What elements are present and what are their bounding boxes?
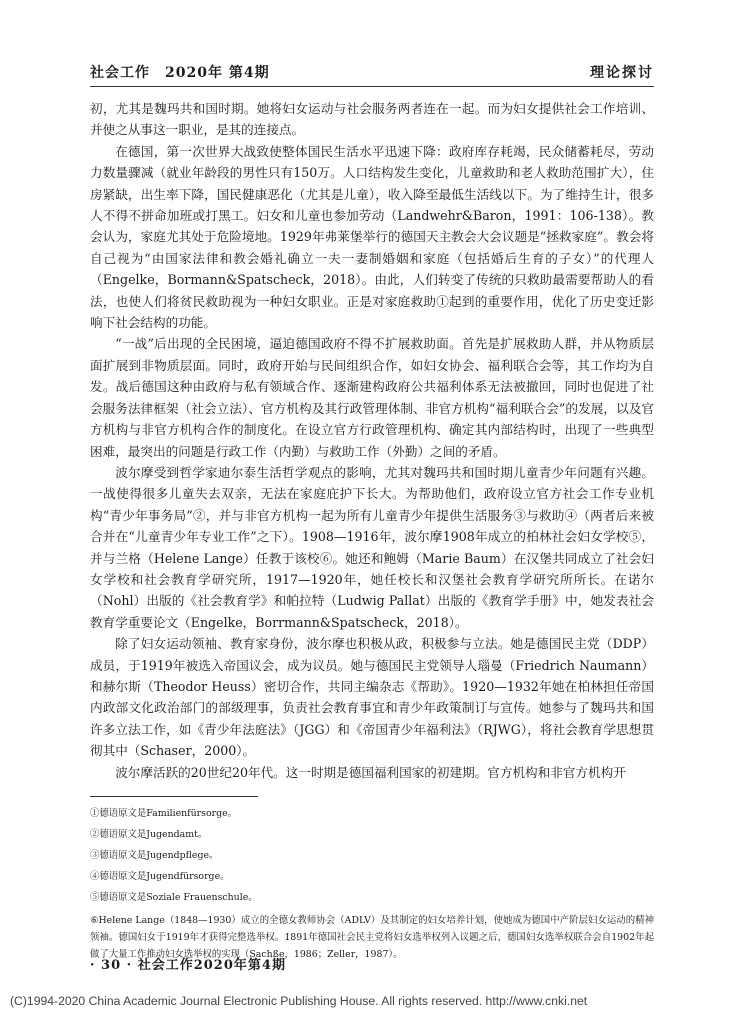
paragraph: 除了妇女运动领袖、教育家身份，波尔摩也积极从政，积极参与立法。她是德国民主党（DDP）成员，于1919年被选入帝国议会，成为议员。她与德国民主党领导人瑙曼（Friedrich Naumann）和赫尔斯（Theodor Heuss）密切合作，共同主编杂志《帮助》。1920—1932年她在柏林担任帝国内政部文化政治部门的部级理事，负责社会教育事宜和青少年政策制订与宣传。她参与了魏玛共和国许多立法工作，如《青少年法庭法》（JGG）和《帝国青少年福利法》（RJWG），将社会教育学思想贯彻其中（Schaser，2000）。 xyxy=(90,636,654,759)
footnote: ③德语原文是Jugendpflege。 xyxy=(90,850,219,861)
header-divider xyxy=(90,86,654,87)
paragraph: 波尔摩受到哲学家迪尔泰生活哲学观点的影响，尤其对魏玛共和国时期儿童青少年问题有兴趣。一战使得很多儿童失去双亲，无法在家庭庇护下长大。为帮助他们，政府设立官方社会工作专业机构“青少年事务局”②，并与非官方机构一起为所有儿童青少年提供生活服务③与救助④（两者后来被合并在“儿童青少年专业工作”之下）。1908—1916年，波尔摩1908年成立的柏林社会妇女学校⑤，并与兰格（Helene Lange）任教于该校⑥。她还和鲍姆（Marie Baum）在汉堡共同成立了社会妇女学校和社会教育学研究所，1917—1920年，她任校长和汉堡社会教育学研究所所长。在诺尔（Nohl）出版的《社会教育学》和帕拉特（Ludwig Pallat）出版的《教育学手册》中，她发表社会教育学重要论文（Engelke，Borrmann&Spatscheck，2018）。 xyxy=(90,464,654,630)
paragraph: “一战”后出现的全民困境，逼迫德国政府不得不扩展救助面。首先是扩展救助人群，并从物质层面扩展到非物质层面。同时，政府开始与民间组织合作，如妇女协会、福利联合会等，其工作均为自发。战后德国这种由政府与私有领域合作、逐渐建构政府公共福利体系无法被撤回，同时也促进了社会服务法律框架（社会立法）、官方机构及其行政管理体制、非官方机构“福利联合会”的发展，以及官方机构与非官方机构合作的制度化。在设立官方行政管理机构、确定其内部结构时，出现了一些典型困难，最突出的问题是行政工作（内勤）与救助工作（外勤）之间的矛盾。 xyxy=(90,336,654,459)
copyright-notice: (C)1994-2020 China Academic Journal Electronic Publishing House. All rights reserved. http://www.cnki.net xyxy=(10,994,588,1008)
page-footer: · 30 · 社会工作2020年第4期 xyxy=(90,958,286,973)
paragraph: 在德国，第一次世界大战致使整体国民生活水平迅速下降：政府库存耗竭，民众储蓄耗尽，劳动力数量骤减（就业年龄段的男性只有150万。人口结构发生变化，儿童救助和老人救助范围扩大），住房紧缺，出生率下降，国民健康恶化（尤其是儿童），收入降至最低生活线以下。为了维持生计，很多人不得不拼命加班或打黑工。妇女和儿童也参加劳动（Landwehr&Baron，1991：106-138）。教会认为，家庭尤其处于危险境地。1929年弗莱堡举行的德国天主教会大会议题是“拯救家庭”。教会将自己视为“由国家法律和教会婚礼确立一夫一妻制婚姻和家庭（包括婚后生育的子女）”的代理人（Engelke，Bormann&Spatscheck，2018）。由此，人们转变了传统的只救助最需要帮助人的看法，也使人们将贫民救助视为一种妇女职业。正是对家庭救助①起到的重要作用，优化了历史变迁影响下社会结构的功能。 xyxy=(90,143,654,331)
article-body xyxy=(90,98,654,783)
footnote: ④德语原文是Jugendfürsorge。 xyxy=(90,871,230,882)
section-label: 理论探讨 xyxy=(590,65,654,81)
footnotes xyxy=(90,803,654,963)
running-header xyxy=(90,62,654,82)
footnote: ②德语原文是Jugendamt。 xyxy=(90,829,208,840)
footnote: ①德语原文是Familienfürsorge。 xyxy=(90,808,238,819)
footnote: ⑤德语原文是Soziale Frauenschule。 xyxy=(90,892,258,903)
footnote-divider xyxy=(90,796,258,797)
footnote: ⑥Helene Lange（1848—1930）成立的全德女教师协会（ADLV）及其制定的妇女培养计划，使她成为德国中产阶层妇女运动的精神领袖。德国妇女于1919年才获得完整选举权。1891年德国社会民主党将妇女选举权列入议题之后，德国妇女选举权联合会自1902年起做了大量工作推动妇女选举权的实现（Sachße，1986；Zeller，1987）。 xyxy=(90,915,654,960)
paragraph: 初，尤其是魏玛共和国时期。她将妇女运动与社会服务两者连在一起。而为妇女提供社会工作培训、并使之从事这一职业，是其的连接点。 xyxy=(90,101,654,138)
paragraph: 波尔摩活跃的20世纪20年代。这一时期是德国福利国家的初建期。官方机构和非官方机构开 xyxy=(115,764,626,780)
journal-issue-label: 社会工作 2020年 第4期 xyxy=(90,65,270,81)
